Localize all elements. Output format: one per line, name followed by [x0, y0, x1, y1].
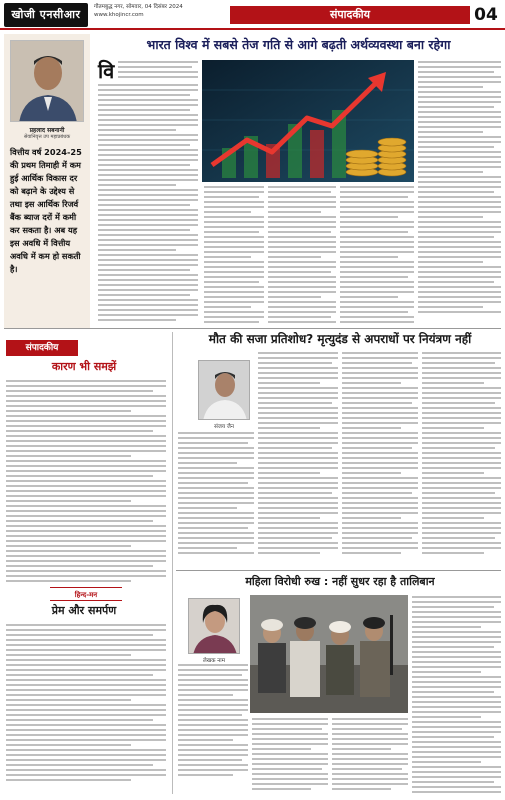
- masthead-date: गौतमबुद्ध नगर, सोमवार, 04 दिसंबर 2024: [94, 4, 183, 10]
- lead-body-col1b: [98, 84, 198, 324]
- author-portrait-icon: [189, 599, 240, 654]
- middle-headline[interactable]: मौत की सजा प्रतिशोध? मृत्युदंड से अपराधों पर नियंत्रण नहीं: [208, 332, 472, 346]
- author-role: सेवानिवृत्त उप महाप्रबंधक: [23, 134, 71, 140]
- middle-body-col4: [422, 352, 501, 557]
- page-number: 04: [474, 5, 498, 25]
- lead-bottom-rule: [4, 328, 501, 329]
- masthead: [0, 0, 505, 30]
- bottom-article-photo: [250, 595, 408, 713]
- middle-body-col1: [178, 432, 254, 557]
- author-name: प्रहलाद सबनानी: [29, 127, 65, 134]
- lead-body-col3: [268, 186, 336, 326]
- pull-quote: वित्तीय वर्ष 2024-25 की प्रथम तिमाही में कम हुई आर्थिक विकास दर को बढ़ाने के उद्देश्य से तथा इस आर्थिक रिजर्व बैंक ब्याज दरों में कमी कर सकता है। अब यह इस अवधि में वित्तीय अवधि में कम हो सकती है।: [10, 147, 82, 274]
- editorial-section-label: संपादकीय: [6, 340, 78, 356]
- section-banner-label: संपादकीय: [329, 8, 371, 21]
- lead-body-col2: [204, 186, 264, 326]
- middle-author-caption: संजय जैन: [214, 424, 234, 430]
- author-sidebar: [4, 34, 90, 329]
- author-portrait-icon: [11, 41, 84, 122]
- lead-body-col4: [340, 186, 414, 326]
- bottom-body-col2: [252, 718, 328, 793]
- crowd-photo-icon: [250, 595, 408, 713]
- lead-body-col5: [418, 61, 501, 316]
- author-photo: [10, 40, 84, 122]
- middle-body-col3: [342, 352, 418, 557]
- editorial-byline-label: हिन्द-मन: [50, 587, 122, 601]
- growth-arrow-icon: [202, 60, 414, 182]
- section-banner: [230, 6, 470, 24]
- bottom-author-photo: [188, 598, 240, 654]
- bottom-author-caption: लेखक नाम: [203, 658, 225, 664]
- editorial-body: [6, 380, 166, 585]
- editorial-title[interactable]: कारण भी समझें: [51, 360, 117, 373]
- brand-logo[interactable]: [4, 3, 88, 27]
- bottom-headline[interactable]: महिला विरोधी रुख : नहीं सुधर रहा है तालिबान: [245, 575, 435, 588]
- masthead-website: www.khojincr.com: [94, 12, 144, 18]
- bottom-body-col1: [178, 664, 248, 779]
- editorial-sub-body: [6, 624, 166, 784]
- author-portrait-icon: [199, 361, 250, 420]
- middle-author-photo: [198, 360, 250, 420]
- lead-dropcap: वि: [98, 59, 115, 83]
- bottom-body-col3: [332, 718, 408, 793]
- middle-bottom-rule: [176, 570, 501, 571]
- column-divider-left: [172, 332, 173, 794]
- bottom-body-col4: [412, 596, 501, 796]
- lead-headline[interactable]: भारत विश्व में सबसे तेज गति से आगे बढ़ती अर्थव्यवस्था बना रहेगा: [146, 37, 451, 52]
- masthead-meta: [94, 3, 224, 19]
- lead-hero-image: [202, 60, 414, 182]
- lead-body-col1: [118, 61, 198, 81]
- editorial-subtitle[interactable]: प्रेम और समर्पण: [51, 604, 117, 617]
- middle-body-col2: [258, 352, 338, 557]
- brand-name: खोजी एनसीआर: [11, 8, 81, 21]
